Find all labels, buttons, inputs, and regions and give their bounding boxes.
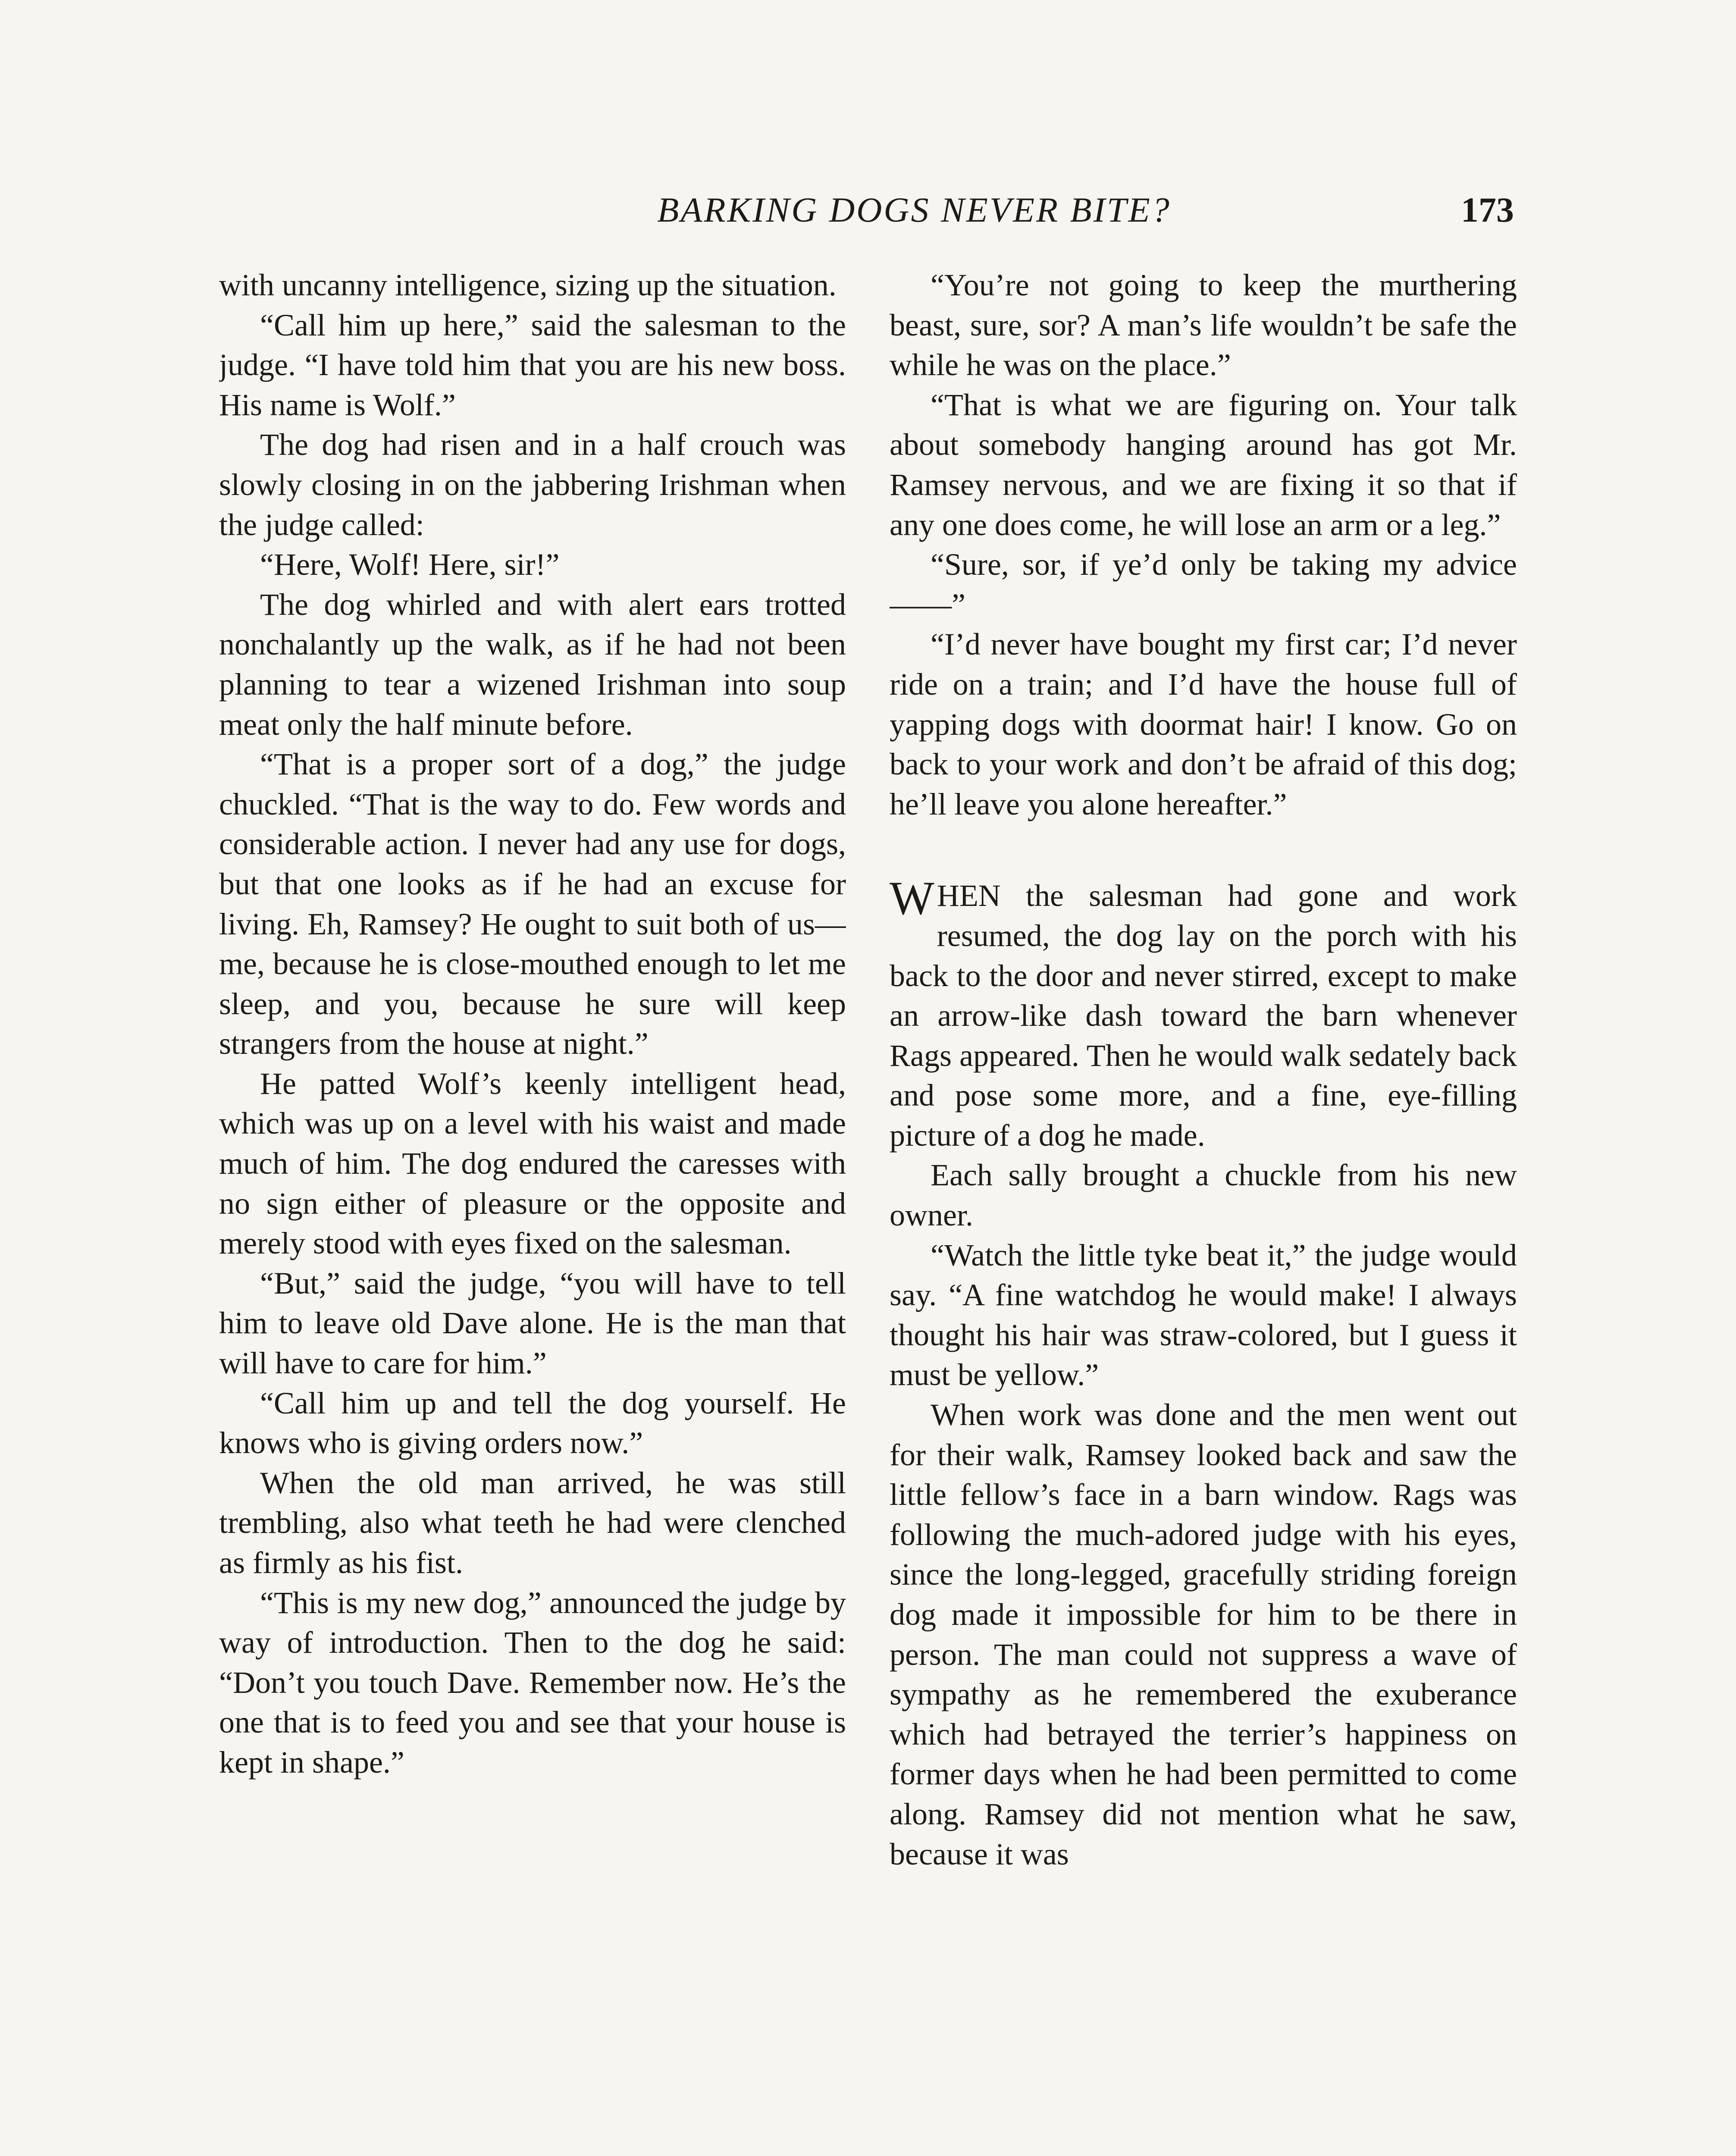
paragraph: When work was done and the men went out for their walk, Ramsey looked back and saw the little fellow’s face in a barn window. Rags was following the much-adored judge with his eyes, since the long-legged, gracefully striding foreign dog made it impossible for him to be there in person. The man could not suppress a wave of sympathy as he remembered the exuberance which had betrayed the terrier’s happiness on former days when he had been permitted to come along. Ramsey did not mention what he saw, because it was bbox=[890, 1398, 1517, 1871]
paragraph: “Call him up here,” said the salesman to the judge. “I have told him that you are his new boss. His name is Wolf.” bbox=[219, 307, 846, 422]
paragraph: “But,” said the judge, “you will have to tell him to leave old Dave alone. He is the man that will have to care for him.” bbox=[219, 1266, 846, 1381]
paragraph: “You’re not going to keep the murthering beast, sure, sor? A man’s life wouldn’t be safe the while he was on the place.” bbox=[890, 268, 1517, 382]
section-opening-text: HEN the salesman had gone and work resumed, the dog lay on the porch with his back to the door and never stirred, except to make an arrow-like dash toward the barn whenever Rags appeared. Then he would walk sedately back and pose some more, and a fine, eye-filling picture of a dog he made. bbox=[890, 878, 1517, 1153]
paragraph: Each sally brought a chuckle from his new owner. bbox=[890, 1158, 1517, 1233]
drop-cap: W bbox=[890, 872, 934, 925]
paragraph: “Here, Wolf! Here, sir!” bbox=[260, 547, 560, 582]
section-opening-paragraph bbox=[890, 872, 1517, 1155]
paragraph: “Watch the little tyke beat it,” the judge would say. “A fine watchdog he would make! I always thought his hair was straw-colored, but I guess it must be yellow.” bbox=[890, 1238, 1517, 1392]
paragraph: “This is my new dog,” announced the judge by way of introduction. Then to the dog he said: “Don’t you touch Dave. Remember now. He’s the one that is to feed you and see that your house is kept in shape.” bbox=[219, 1585, 846, 1780]
paragraph: The dog whirled and with alert ears trotted nonchalantly up the walk, as if he had not been planning to tear a wizened Irishman into soup meat only the half minute before. bbox=[219, 587, 846, 742]
paragraph: When the old man arrived, he was still trembling, also what teeth he had were clenched as firmly as his fist. bbox=[219, 1465, 846, 1580]
paragraph: “Sure, sor, if ye’d only be taking my advice——” bbox=[890, 547, 1517, 622]
paragraph: The dog had risen and in a half crouch was slowly closing in on the jabbering Irishman when the judge called: bbox=[219, 427, 846, 542]
running-header-title: BARKING DOGS NEVER BITE? bbox=[657, 190, 1171, 229]
paragraph: “That is what we are figuring on. Your talk about somebody hanging around has got Mr. Ramsey nervous, and we are fixing it so that if any one does come, he will lose an arm or a leg.” bbox=[890, 387, 1517, 542]
paragraph: He patted Wolf’s keenly intelligent head, which was up on a level with his waist and made much of him. The dog endured the caresses with no sign either of pleasure or the opposite and merely stood with eyes fixed on the salesman. bbox=[219, 1066, 846, 1261]
right-text-column bbox=[890, 265, 1517, 2156]
left-text-column bbox=[219, 265, 846, 2156]
paragraph: with uncanny intelligence, sizing up the situation. bbox=[219, 268, 837, 302]
paragraph: “That is a proper sort of a dog,” the judge chuckled. “That is the way to do. Few words and considerable action. I never had any use for dogs, but that one looks as if he had an excuse for living. Eh, Ramsey? He ought to suit both of us—me, because he is close-mouthed enough to let me sleep, and you, because he sure will keep strangers from the house at night.” bbox=[219, 747, 846, 1061]
paragraph: “I’d never have bought my first car; I’d never ride on a train; and I’d have the house full of yapping dogs with doormat hair! I know. Go on back to your work and don’t be afraid of this dog; he’ll leave you alone hereafter.” bbox=[890, 627, 1517, 821]
page-number: 173 bbox=[1461, 190, 1514, 229]
paragraph: “Call him up and tell the dog yourself. He knows who is giving orders now.” bbox=[219, 1385, 846, 1460]
